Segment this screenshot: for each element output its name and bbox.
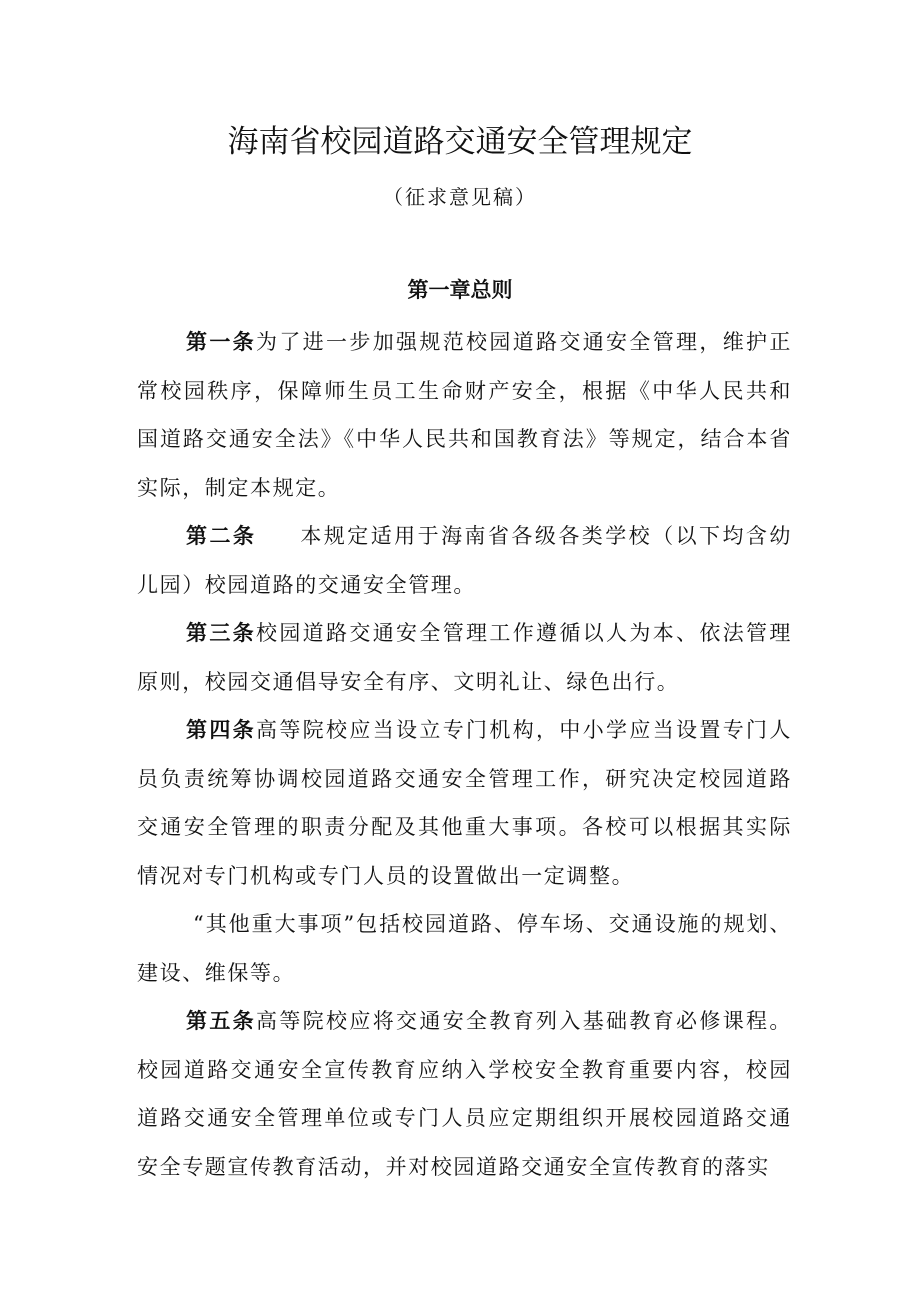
article-note-text: “其他重大事项”包括校园道路、停车场、交通设施的规划、建设、维保等。 — [137, 912, 792, 985]
article-1 — [137, 318, 792, 512]
article-label: 第五条 — [186, 1008, 257, 1033]
article-label: 第二条 — [186, 523, 257, 548]
article-5 — [137, 997, 792, 1191]
article-label: 第三条 — [186, 620, 257, 645]
article-text: 为了进一步加强规范校园道路交通安全管理，维护正常校园秩序，保障师生员工生命财产安全，根据《中华人民共和国道路交通安全法》《中华人民共和国教育法》等规定，结合本省实际，制定本规定。 — [137, 330, 792, 500]
article-label: 第一条 — [186, 329, 257, 354]
article-text: 校园道路交通安全管理工作遵循以人为本、依法管理原则，校园交通倡导安全有序、文明礼让、绿色出行。 — [137, 621, 792, 694]
article-4 — [137, 706, 792, 900]
document-body — [137, 318, 792, 1191]
article-text: 本规定适用于海南省各级各类学校（以下均含幼儿园）校园道路的交通安全管理。 — [137, 524, 792, 597]
article-2 — [137, 512, 792, 609]
article-label: 第四条 — [186, 717, 257, 742]
document-title: 海南省校园道路交通安全管理规定 — [227, 124, 693, 160]
article-4-note — [137, 900, 792, 997]
chapter-heading: 第一章总则 — [407, 277, 513, 302]
document-subtitle: （征求意见稿） — [383, 185, 537, 209]
article-text: 高等院校应当设立专门机构，中小学应当设置专门人员负责统筹协调校园道路交通安全管理工作，研究决定校园道路交通安全管理的职责分配及其他重大事项。各校可以根据其实际情况对专门机构或专门人员的设置做出一定调整。 — [137, 718, 792, 888]
article-3 — [137, 609, 792, 706]
article-text: 高等院校应将交通安全教育列入基础教育必修课程。校园道路交通安全宣传教育应纳入学校安全教育重要内容，校园道路交通安全管理单位或专门人员应定期组织开展校园道路交通安全专题宣传教育活动，并对校园道路交通安全宣传教育的落实 — [137, 1009, 792, 1179]
